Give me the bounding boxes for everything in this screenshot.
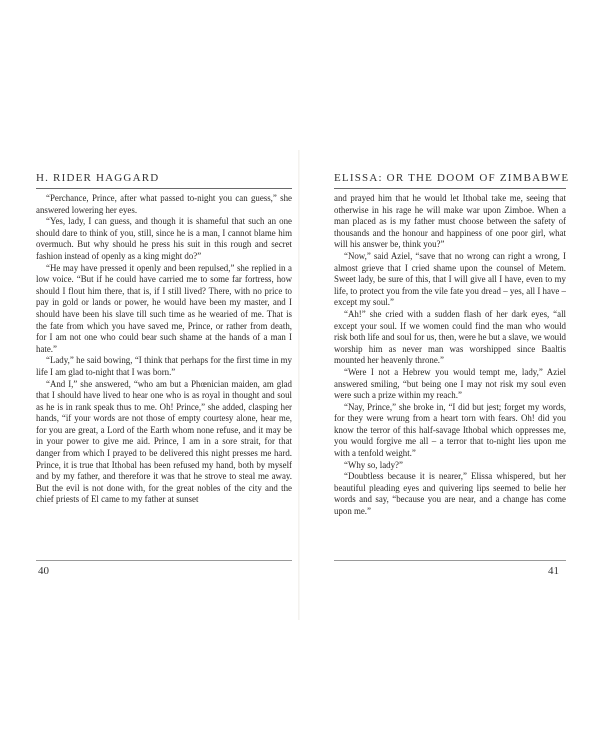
running-head-title: ELISSA: OR THE DOOM OF ZIMBABWE: [334, 172, 570, 184]
paragraph: “Ah!” she cried with a sudden flash of her dark eyes, “all except your soul. If we women could find the man who would risk both life and soul for us, then, were he but a slave, we would worship him as never man was worshipped since Baaltis mounted her heavenly throne.”: [334, 308, 566, 366]
paragraph: “Were I not a Hebrew you would tempt me, lady,” Aziel answered smiling, “but being one I may not risk my soul even were such a prize within my reach.”: [334, 366, 566, 401]
header-rule: [334, 188, 566, 189]
left-page: [36, 170, 292, 610]
paragraph: “Nay, Prince,” she broke in, “I did but jest; forget my words, for they were wrung from a heart torn with fears. Oh! did you know the terror of this half-savage Ithobal which oppresses me, you would forgive me all – a terror that to-night lies upon me with a tenfold weight.”: [334, 401, 566, 459]
paragraph: “And I,” she answered, “who am but a Phœnician maiden, am glad that I should have lived to hear one who is as royal in thought and soul as he is in rank speak thus to me. Oh! Prince,” she added, clasping her hands, “if your words are not those of empty courtesy alone, hear me, for you are great, a Lord of the Earth whom none refuse, and it may be in your power to give me aid. Prince, I am in a sore strait, for that danger from which I prayed to be delivered this night presses me hard. Prince, it is true that Ithobal has been refused my hand, both by myself and by my father, and therefore it was that he strove to steal me away. But the evil is not done with, for the great nobles of the city and the chief priests of El came to my father at sunset: [36, 378, 292, 505]
right-page: [334, 170, 570, 610]
paragraph: and prayed him that he would let Ithobal take me, seeing that otherwise in his rage he will make war upon Zimboe. When a man placed as is my father must choose between the safety of thousands and the honour and happiness of one poor girl, what will his answer be, think you?”: [334, 193, 566, 250]
running-head-author: H. RIDER HAGGARD: [36, 172, 160, 184]
page-number-right: 41: [548, 565, 559, 577]
paragraph: “Doubtless because it is nearer,” Elissa whispered, but her beautiful pleading eyes and quivering lips seemed to belie her words and say, “because you are near, and a change has come upon me.”: [334, 471, 566, 517]
paragraph: “Why so, lady?”: [344, 459, 403, 470]
left-page-body: [36, 193, 292, 506]
page-number-left: 40: [38, 565, 49, 577]
right-page-body: [334, 193, 566, 518]
paragraph: “Perchance, Prince, after what passed to-night you can guess,” she answered lowering her eyes.: [36, 193, 292, 215]
footer-rule: [334, 560, 566, 561]
footer-rule: [36, 560, 292, 561]
paragraph: “He may have pressed it openly and been repulsed,” she replied in a low voice. “But if he could have carried me to some far fortress, how should I flout him there, that is, if I still lived? There, with no price to pay in gold or lands or power, he would have been my master, and I should have been his slave till such time as he wearied of me. That is the fate from which you have saved me, Prince, or rather from death, for I am not one who could bear such shame at the hands of a man I hate.”: [36, 262, 292, 354]
gutter-shadow: [298, 150, 300, 620]
paragraph: “Now,” said Aziel, “save that no wrong can right a wrong, I almost grieve that I cried shame upon the counsel of Metem. Sweet lady, be sure of this, that I will give all I have, even to my life, to protect you from the vile fate you dread – yes, all I have – except my soul.”: [334, 250, 566, 308]
paragraph: “Yes, lady, I can guess, and though it is shameful that such an one should dare to think of you, still, since he is a man, I cannot blame him overmuch. But why should he press his suit in this rough and secret fashion instead of openly as a king might do?”: [36, 216, 292, 261]
header-rule: [36, 188, 292, 189]
paragraph: “Lady,” he said bowing, “I think that perhaps for the first time in my life I am glad to-night that I was born.”: [36, 355, 292, 377]
